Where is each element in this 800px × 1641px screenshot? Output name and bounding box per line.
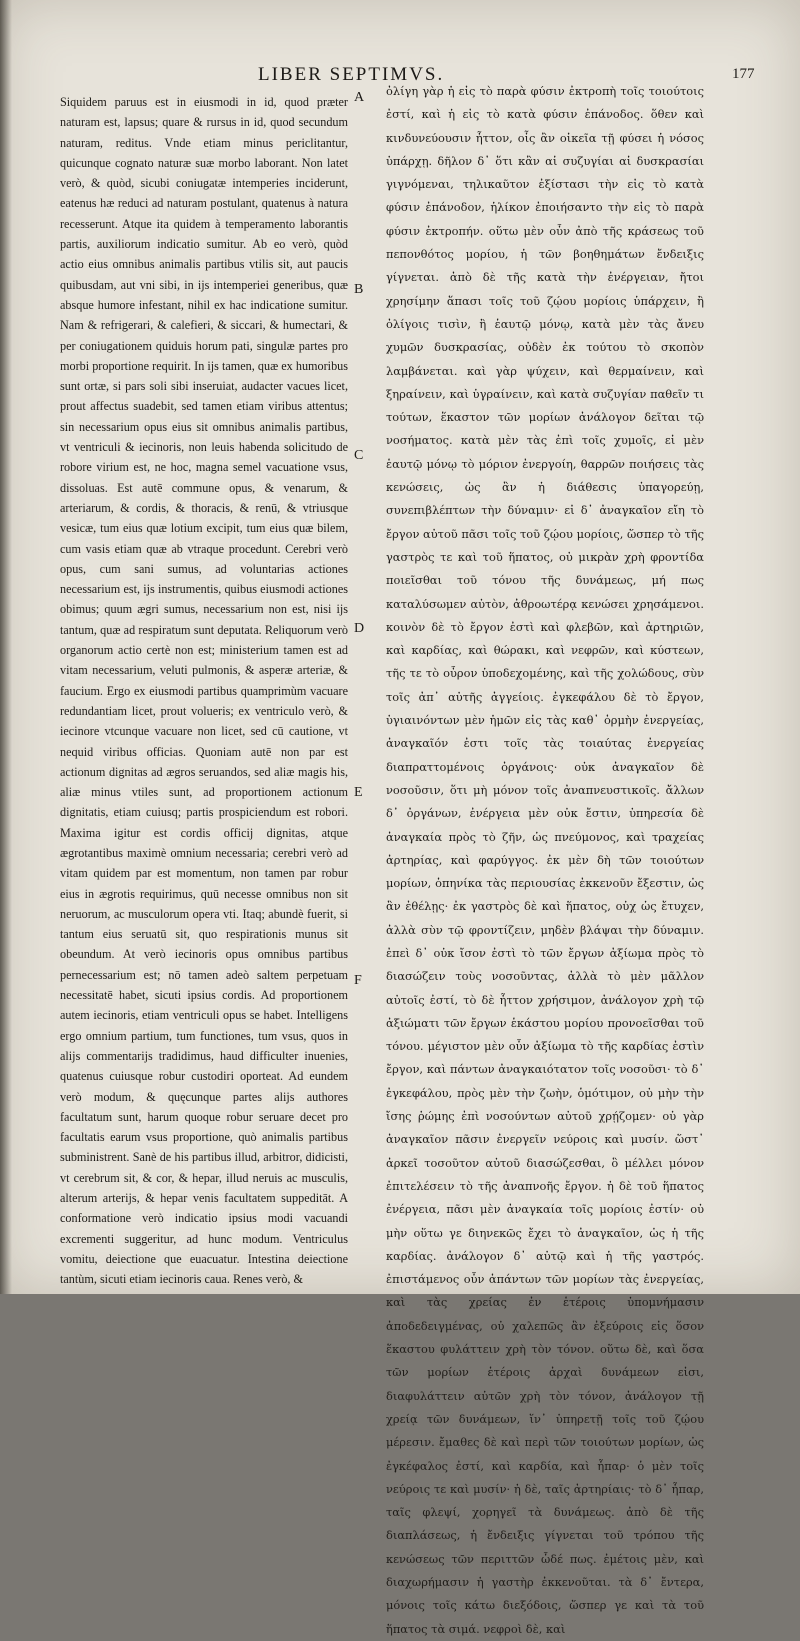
margin-marker-b: B bbox=[354, 282, 364, 297]
running-title: LIBER SEPTIMVS. bbox=[258, 64, 445, 85]
margin-marker-c: C bbox=[354, 448, 364, 463]
margin-marker-d: D bbox=[354, 621, 365, 636]
page-number: 177 bbox=[732, 66, 755, 82]
margin-marker-a: A bbox=[354, 90, 365, 105]
margin-marker-e: E bbox=[354, 785, 363, 800]
greek-text: ὀλίγη γὰρ ἡ εἰς τὸ παρὰ φύσιν ἐκτροπὴ τοῖς τοιούτοις ἐστί, καὶ ἡ εἰς τὸ κατὰ φύσιν ἐπάνοδος. ὅθεν καὶ κινδυνεύουσιν ἧττον, οἷς ἂν οἰκεῖα τῇ φύσει ἡ νόσος ὑπάρχῃ. δῆλον δ᾽ ὅτι κἂν αἱ συζυγίαι αἱ δυσκρασίαι γιγνόμεναι, τηλικαῦτον ἐξίστασι τὴν εἰς τὸ κατὰ φύσιν ἐπάνοδον, ἡλίκον ἐποιήσαντο τὴν εἰς τὸ παρὰ φύσιν ἐκτροπήν. οὕτω μὲν οὖν ἀπὸ τῆς κράσεως τοῦ πεπονθότος μορίου, ἡ τῶν βοηθημάτων ἔνδειξις γίγνεται. ἀπὸ δὲ τῆς κατὰ τὴν ἐνέργειαν, ἤτοι χρησίμην ἅπασι τοῖς τοῦ ζῴου μορίοις ὑπάρχειν, ἢ ὀλίγοις τισὶν, ἢ ἑαυτῷ μόνῳ, κατὰ μὲν τὰς ἄνευ χυμῶν δυσκρασίας, οὐδὲν ἐκ τούτου τὸ σκοπὸν λαμβάνεται. καὶ γὰρ ψύχειν, καὶ θερμαίνειν, καὶ ξηραίνειν, καὶ ὑγραίνειν, καὶ κατὰ συζυγίαν παθεῖν τι τούτων, ἕκαστον τῶν μορίων ἀνάλογον δεῖται τῷ νοσήματος. κατὰ μὲν τὰς ἐπὶ τοῖς χυμοῖς, εἰ μὲν ἑαυτῷ μόνῳ τὸ μόριον ἐνεργοίη, θαρρῶν ποιήσεις τὰς κενώσεις, ὡς ἂν ἡ διάθεσις ὑπαγορεύῃ, συνεπιβλέπτων τὴν δύναμιν· εἰ δ᾽ ἀναγκαῖον εἴη τὸ ἔργον αὐτοῦ πᾶσι τοῖς τοῦ ζῴου μορίοις, ὥσπερ τὸ τῆς γαστρὸς τε καὶ τοῦ ἥπατος, οὐ μικρὰν χρὴ φροντίδα ποιεῖσθαι τοῦ τόνου τῆς δυνάμεως, μή πως καταλύσωμεν αὐτὸν, ἀθροωτέρᾳ κενώσει χρησάμενοι. κοινὸν δὲ τὸ ἔργον ἐστὶ καὶ φλεβῶν, καὶ ἀρτηριῶν, καὶ καρδίας, καὶ θώρακι, καὶ νεφρῶν, καὶ κύστεων, τῆς τε τὸ οὖρον ὑποδεχομένης, καὶ τῆς χολώδους, σὺν τοῖς ἀπ᾽ αὐτῆς ἀγγείοις. ἐγκεφάλου δὲ τὸ ἔργον, ὑγιαινόντων μὲν ἡμῶν εἰς τὰς καθ᾽ ὁρμὴν ἐνεργείας, ἀναγκαῖόν ἐστι τοῖς τὰς τοιαύτας ἐνεργείας διαπραττομένοις ὀργάνοις· οὐκ ἀναγκαῖον δὲ νοσοῦσιν, ὅτι μὴ μόνον τοῖς ἀναπνευστικοῖς. ἄλλων δ᾽ ὀργάνων, ἐνέργεια μὲν οὐκ ἔστιν, ὑπηρεσία δὲ ἀναγκαία πρὸς τὸ ζῆν, ὡς πνεύμονος, καὶ τραχείας ἀρτηρίας, καὶ φαρύγγος. ἐκ μὲν δὴ τῶν τοιούτων μορίων, ὁπηνίκα τὰς περιουσίας ἐκκενοῦν ἔξεστιν, ὡς ἂν ἐθέλῃς· ἐκ γαστρὸς δὲ καὶ ἥπατος, οὐχ ὡς ἔτυχεν, ἀλλὰ σὺν τῷ φροντίζειν, μηδὲν βλάψαι τὴν δύναμιν. ἐπεὶ δ᾽ οὐκ ἴσον ἐστὶ τὸ τῶν ἔργων ἀξίωμα πρὸς τὸ διασώζειν τοὺς νοσοῦντας, ἀλλὰ τὸ μὲν μᾶλλον αὐτοῖς ἐστί, τὸ δὲ ἧττον χρήσιμον, ἀνάλογον χρὴ τῷ ἀξιώματι τῶν ἔργων ἑκάστου μορίου προνοεῖσθαι τοῦ τόνου. μέγιστον μὲν οὖν ἀξίωμα τὸ τῆς καρδίας ἐστὶν ἔργον, καὶ πάντων ἀναγκαιότατον τοῖς νοσοῦσι· τὸ δ᾽ ἐγκεφάλου, πρὸς μὲν τὴν ζωὴν, ὁμότιμον, οὐ μὴν τὴν ἴσης ῥώμης ἐπὶ νοσούντων αὐτοῦ χρῄζομεν· οὐ γὰρ ἀναγκαῖον πᾶσιν ἐνεργεῖν νεύροις καὶ μυσίν. ὥστ᾽ ἀρκεῖ τοσοῦτον αὐτοῦ διασώζεσθαι, ὃ μέλλει μόνον ἐπιτελέσειν τὸ τῆς ἀναπνοῆς ἔργον. ἡ δὲ τοῦ ἥπατος ἐνέργεια, πᾶσι μὲν ἀναγκαία τοῖς μορίοις ἐστίν· οὐ μὴν οὕτω γε διηνεκῶς ἔχει τὸ ἀναγκαῖον, ὡς ἡ τῆς καρδίας. ἀνάλογον δ᾽ αὐτῷ καὶ ἡ τῆς γαστρός. ἐπιστάμενος οὖν ἁπάντων τῶν μορίων τὰς ἐνεργείας, καὶ τὰς χρείας ἐν ἑτέροις ὑπομνήμασιν ἀποδεδειγμένας, οὐ χαλεπῶς ἂν ἐξεύροις εἰς ὅσον ἕκαστου φυλάττειν χρὴ τὸν τόνον. οὕτω δὲ, καὶ ὅσα τῶν μορίων ἑτέροις ἀρχαὶ δυνάμεων εἰσι, διαφυλάττειν αὐτῶν χρὴ τὸν τόνον, ἀνάλογον τῇ χρείᾳ τῶν δυνάμεων, ἵν᾽ ὑπηρετῇ τοῖς τοῦ ζῴου μέρεσιν. ἔμαθες δὲ καὶ περὶ τῶν τοιούτων μορίων, ὡς ἐγκέφαλος ἐστί, καὶ καρδία, καὶ ἧπαρ· ὁ μὲν τοῖς νεύροις τε καὶ μυσίν· ἡ δὲ, ταῖς ἀρτηρίαις· τὸ δ᾽ ἧπαρ, ταῖς φλεψί, χορηγεῖ τὰ δυνάμεως. ἀπὸ δὲ τῆς διαπλάσεως, ἡ ἔνδειξις γίγνεται τοῦ τρόπου τῆς κενώσεως τῶν περιττῶν ὧδέ πως. ἐμέτοις μὲν, καὶ διαχωρήμασιν ἡ γαστὴρ ἐκκενοῦται. τὰ δ᾽ ἔντερα, μόνοις τοῖς κάτω διεξόδοις, ὥσπερ γε καὶ τὰ τοῦ ἥπατος τὰ σιμά. νεφροὶ δὲ, καὶ bbox=[386, 84, 704, 1636]
binding-shadow bbox=[0, 0, 12, 1294]
margin-marker-f: F bbox=[354, 973, 362, 988]
greek-column bbox=[386, 80, 704, 1641]
latin-column bbox=[60, 92, 348, 1290]
latin-text: Siquidem paruus est in eiusmodi in id, quod præter naturam est, lapsus; quare & rursus in id, quod secundum naturam, reditus. Vnde etiam minus periclitantur, quicunque cognato naturæ suæ morbo laborant. Non latet verò, & quòd, sicubi coniugatæ intemperies inciderunt, eatenus hæ reduci ad naturam postulant, quatenus à natura recesserunt. Atque ita quidem à temperamento laborantis partis, auxiliorum indicatio sumitur. Ab eo verò, quòd actio eius omnibus animalis partibus vtilis sit, aut paucis quibusdam, aut vni sibi, in ijs intemperiei generibus, quæ absque humore infestant, nihil ex hac indicatione sumitur. Nam & refrigerari, & calefieri, & siccari, & humectari, & per coniugationem quiduis horum pati, singulæ partes pro morbi proportione requirit. In ijs tamen, quæ ex humoribus sunt ortæ, si pars soli sibi inseruiat, audacter vacues licet, prout affectus suadebit, sed tamen etiam viribus attentus; sin necessarium opus eius sit omnibus animalis partibus, vt ventriculi & iecinoris, non leuis habenda solicitudo de robore virium est, ne hoc, magna semel vacuatione vsus, dissoluas. Est autē commune opus, & venarum, & arteriarum, & cordis, & thoracis, & renū, & vtriusque vesicæ, tum eius quæ lotium excipit, tum eius quæ bilem, cum vasis etiam quæ ab vtraque procedunt. Cerebri verò opus, cum sani sumus, ad voluntarias actiones necessarium est, ijs instrumentis, quibus eiusmodi actiones obimus; quum ægri sumus, necessarium non est, nisi ijs tantum, quæ ad respiratum sunt deputata. Reliquorum verò organorum actio certè non est; ministerium tamen est ad vitam necessarium, veluti pulmonis, & asperæ arteriæ, & faucium. Ergo ex eiusmodi partibus quamprimùm vacuare redundantiam licet, prout volueris; ex ventriculo verò, & iecinore vtcunque vacuare non licet, sed cū cautione, vt nequid viribus officias. Quoniam autē non par est actionum dignitas ad ægros seruandos, sed aliæ magis his, aliæ minus vtiles sunt, ad proportionem actionum dignitatis, etiam cuiusq; partis prospiciendum est robori. Maxima igitur est cordis officij dignitas, atque ægrotantibus maximè omnium necessaria; cerebri verò ad vitam quidem par est momentum, non tamen par robur eius in ægrotis requirimus, quū necesse omnibus non sit neruorum, ac musculorum opera vti. Itaq; abundè fuerit, si tantum eius seruatū sit, quo respirationis munus sit obeundum. At verò iecinoris opus omnibus partibus pernecessarium est; nō tamen adeò saltem perpetuam necessitatē habet, sicuti ipsius cordis. Ad proportionem autem iecinoris, etiam ventriculi opus se habet. Intelligens ergo omnium partium, tum functiones, tum vsus, quos in alijs commentarijs tradidimus, haud difficulter inuenies, quatenus cuiusque robur custodiri oporteat. Ad eundem verò modum, & quęcunque partes alijs authores facultatum sunt, harum quoque robur seruare decet pro facultatis earum vsus proportione, quò animalis partibus subministrent. Sanè de his partibus illud, arbitror, didicisti, vt cerebrum sit, & cor, & hepar, illud neruis ac musculis, alterum arterijs, & hepar venis facultatem suppeditāt. A conformatione verò indicatio ipsius modi vacuandi excrementi suggeritur, ad hunc modum. Ventriculus vomitu, deiectione que euacuatur. Intestina deiectione tantùm, sicuti etiam iecinoris caua. Renes verò, & bbox=[60, 95, 348, 1287]
